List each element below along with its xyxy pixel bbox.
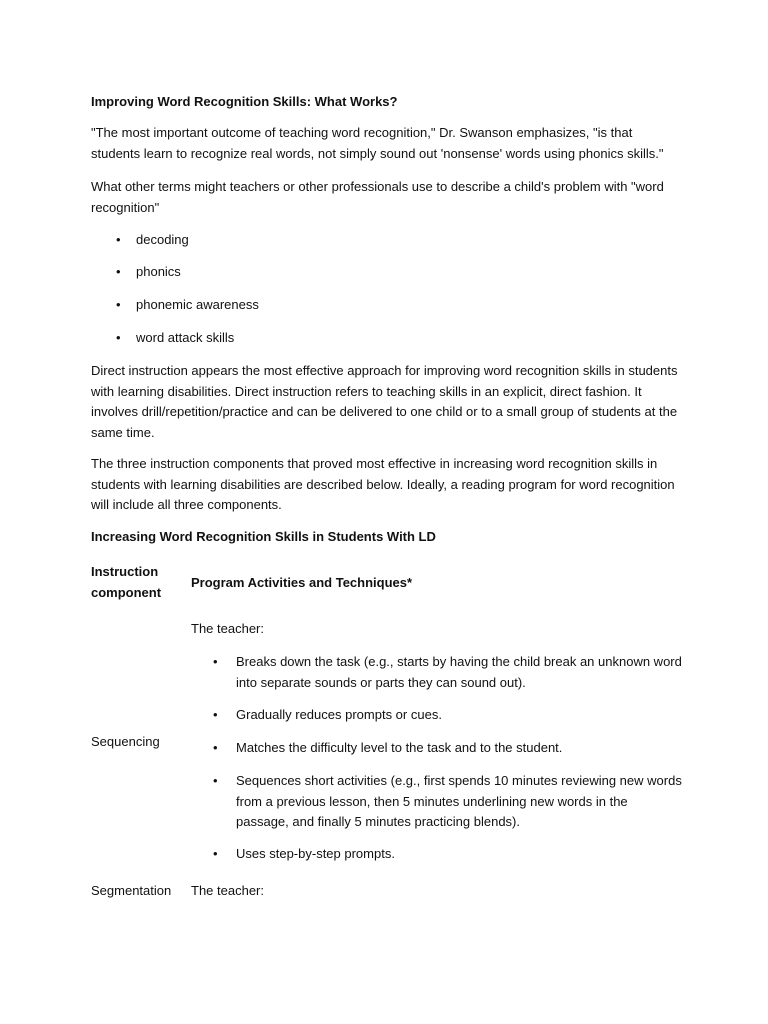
list-item-text: Matches the difficulty level to the task and to the student. — [236, 740, 563, 755]
question-paragraph: What other terms might teachers or other professionals use to describe a child's problem with "word recognition" — [91, 179, 664, 215]
list-item — [116, 328, 676, 349]
list-item — [213, 844, 683, 865]
bullet-icon: • — [116, 264, 121, 279]
bullet-icon: • — [213, 773, 218, 788]
list-item-text: Sequences short activities (e.g., first spends 10 minutes reviewing new words from a previous lesson, then 5 minutes underlining new words in the passage, and finally 5 minutes practicing blends). — [236, 773, 682, 829]
list-item — [213, 771, 683, 833]
list-item — [116, 262, 676, 283]
list-item-text: phonemic awareness — [136, 297, 259, 312]
quote-paragraph: "The most important outcome of teaching word recognition," Dr. Swanson emphasizes, "is that students learn to recognize real words, not simply sound out 'nonsense' words using phonics skills." — [91, 125, 664, 161]
document-heading: Improving Word Recognition Skills: What Works? — [91, 94, 398, 109]
bullet-icon: • — [116, 232, 121, 247]
list-item — [116, 295, 676, 316]
list-item-text: Breaks down the task (e.g., starts by having the child break an unknown word into separate sounds or parts they can sound out). — [236, 654, 682, 690]
list-item-text: phonics — [136, 264, 181, 279]
bullet-icon: • — [213, 846, 218, 861]
table-title: Increasing Word Recognition Skills in Students With LD — [91, 529, 436, 544]
table-header-activities: Program Activities and Techniques* — [191, 575, 413, 590]
list-item — [213, 652, 683, 693]
bullet-icon: • — [116, 330, 121, 345]
bullet-icon: • — [213, 740, 218, 755]
table-cell-component: Segmentation — [91, 883, 172, 898]
list-item — [213, 705, 683, 726]
list-item — [116, 230, 676, 251]
list-item-text: Uses step-by-step prompts. — [236, 846, 395, 861]
table-header-component: Instruction component — [91, 564, 162, 600]
list-item — [213, 738, 683, 759]
bullet-icon: • — [116, 297, 121, 312]
list-item-text: word attack skills — [136, 330, 235, 345]
direct-instruction-paragraph: Direct instruction appears the most effective approach for improving word recognition skills in students with learning disabilities. Direct instruction refers to teaching skills in an explicit, direct fashion. It involves drill/repetition/practice and can be delivered to one child or to a small group of students at the same time. — [91, 363, 678, 440]
table-cell-intro: The teacher: — [191, 883, 264, 898]
table-cell-component: Sequencing — [91, 734, 160, 749]
bullet-icon: • — [213, 707, 218, 722]
bullet-icon: • — [213, 654, 218, 669]
table-cell-intro: The teacher: — [191, 621, 264, 636]
components-paragraph: The three instruction components that proved most effective in increasing word recognition skills in students with learning disabilities are described below. Ideally, a reading program for word recognition will include all three components. — [91, 456, 675, 512]
list-item-text: Gradually reduces prompts or cues. — [236, 707, 442, 722]
list-item-text: decoding — [136, 232, 189, 247]
